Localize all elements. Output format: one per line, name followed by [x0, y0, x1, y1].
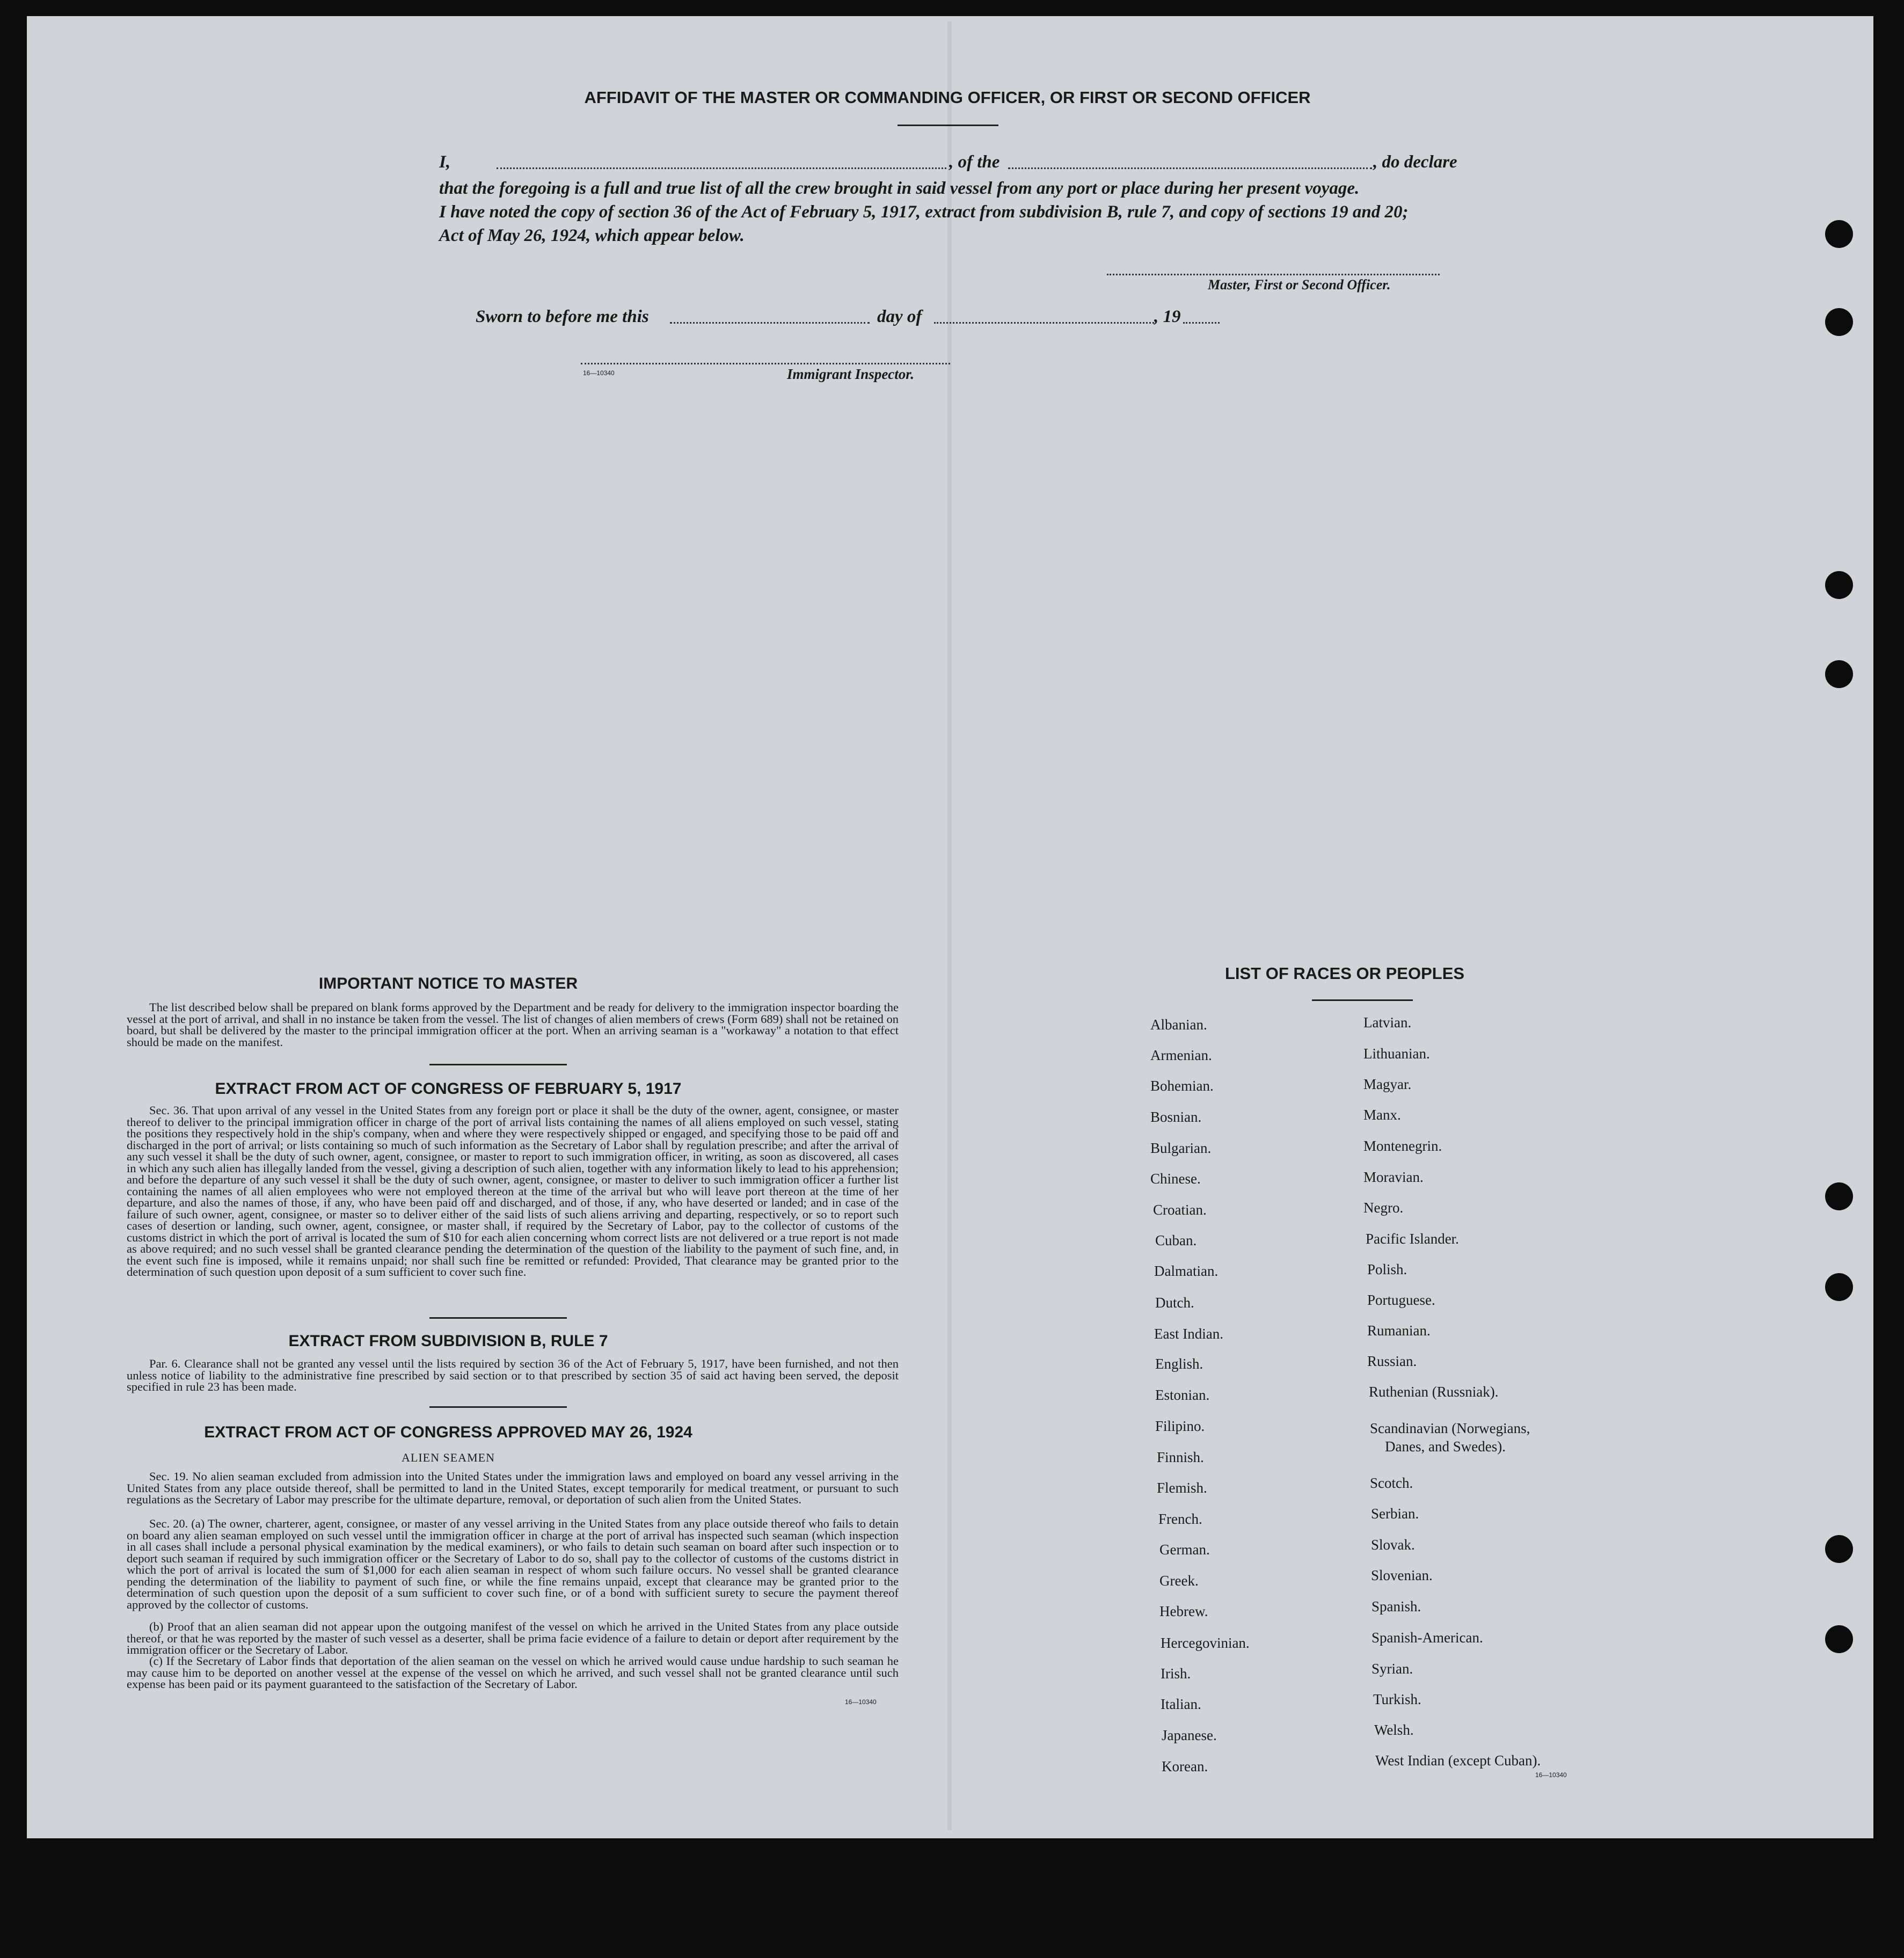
punch-hole [1825, 1535, 1853, 1563]
extract-1924-sec20b: (b) Proof that an alien seaman did not appear upon the outgoing manifest of the vessel on which he arrived in the United States from any place outside thereof, or that he was reported by the master of such vessel as a deserter, shall be prima facie evidence of a failure to detain or deport after requirement by the immigration officer or the Secretary of Labor. [127, 1620, 899, 1656]
race-item: Estonian. [1155, 1387, 1210, 1403]
form-number: 16—10340 [845, 1698, 877, 1706]
races-rule [1312, 999, 1413, 1001]
race-item: Ruthenian (Russniak). [1369, 1384, 1499, 1400]
races-title: LIST OF RACES OR PEOPLES [1224, 964, 1465, 983]
race-item: Serbian. [1371, 1506, 1419, 1522]
race-item: Albanian. [1150, 1017, 1207, 1033]
punch-hole [1825, 1273, 1853, 1301]
race-item: Hercegovinian. [1161, 1635, 1250, 1651]
race-item: Welsh. [1374, 1722, 1414, 1738]
race-item: Montenegrin. [1363, 1138, 1442, 1154]
race-item: Flemish. [1157, 1480, 1207, 1496]
race-item: Filipino. [1155, 1418, 1205, 1434]
declarant-name-field[interactable] [497, 167, 946, 169]
extract-1924-sec20c: (c) If the Secretary of Labor finds that deportation of the alien seaman on the vessel on which he arrived would cause undue hardship to such seaman he may cause him to be deported on another vessel at the expense of the vessel on which he arrived, and such vessel shall not be granted clearance until such expense has been paid or its payment guaranteed to the satisfaction of the Secretary of Labor. [127, 1654, 899, 1691]
punch-hole [1825, 220, 1853, 248]
race-item: Spanish. [1372, 1598, 1421, 1614]
extract-1924-sec19: Sec. 19. No alien seaman excluded from admission into the United States under the immigration laws and employed on board any vessel arriving in the United States from any place outside thereof, shall be permitted to land in the United States, except temporarily for medical treatment, or pursuant to such regulations as the Secretary of Labor may prescribe for the ultimate departure, removal, or deportation of such alien from the United States. [127, 1470, 899, 1506]
extract-1917-text: Sec. 36. That upon arrival of any vessel in the United States from any foreign port or place it shall be the duty of the owner, agent, consignee, or master thereof to deliver to the principal immigration officer in charge of the port of arrival lists containing the names of all aliens employed on such vessel, stating the positions they respectively hold in the ship's company, when and where they were respectively shipped or engaged, and specifying those to be paid off and discharged in the port of arrival; or lists containing so much of such information as the Secretary of Labor shall by regulation prescribe; and after the arrival of any such vessel it shall be the duty of such owner, agent, consignee, or master to report to such immigration officer, in writing, as soon as discovered, all cases in which any such alien has illegally landed from the vessel, giving a description of such alien, together with any information likely to lead to his apprehension; and before the departure of any such vessel it shall be the duty of such owner, agent, consignee, or master to deliver to such immigration officer a further list containing the names of all alien employees who were not employed thereon at the time of the arrival but who will leave port thereon at the time of her departure, and also the names of those, if any, who have been paid off and discharged, and of those, if any, who have deserted or landed; and in case of the failure of such owner, agent, consignee, or master so to deliver either of the said lists of such aliens arriving and departing, respectively, or so to report such cases of desertion or landing, such owner, agent, consignee, or master shall, if required by the Secretary of Labor, pay to the collector of customs of the customs district in which the port of arrival is located the sum of $10 for each alien concerning whom correct lists are not delivered or a true report is not made as above required; and no such vessel shall be granted clearance pending the determination of the question of the liability to the payment of such fine, and, in the event such fine is imposed, while it remains unpaid; nor shall such fine be remitted or refunded: Provided, That clearance may be granted prior to the determination of such question upon deposit of a sum sufficient to cover such fine. [127, 1104, 899, 1278]
race-item: Slovak. [1371, 1537, 1415, 1553]
race-item: Dalmatian. [1154, 1263, 1219, 1279]
page-fold [947, 21, 952, 1830]
inspector-signature-field[interactable] [581, 363, 950, 364]
form-number: 16—10340 [583, 369, 615, 377]
race-item: Russian. [1367, 1353, 1417, 1369]
declare-label: , do declare [1373, 152, 1457, 172]
of-the-label: , of the [949, 152, 1000, 172]
race-item: French. [1158, 1511, 1202, 1527]
race-item: Rumanian. [1367, 1323, 1431, 1339]
race-item: Croatian. [1153, 1202, 1207, 1218]
race-item: Irish. [1161, 1665, 1191, 1682]
race-item: Hebrew. [1159, 1603, 1208, 1619]
sworn-day-field[interactable] [670, 322, 870, 324]
day-of-label: day of [877, 307, 922, 326]
race-item: Portuguese. [1367, 1292, 1435, 1308]
form-number: 16—10340 [1535, 1771, 1567, 1779]
race-item: Danes, and Swedes). [1385, 1438, 1506, 1455]
race-item: Spanish-American. [1372, 1630, 1483, 1646]
race-item: Cuban. [1155, 1232, 1197, 1248]
declaration-line-2: that the foregoing is a full and true list of all the crew brought in said vessel from any port or place during her present voyage. [439, 179, 1360, 198]
title-rule [898, 125, 998, 126]
punch-hole [1825, 1625, 1853, 1653]
race-item: Bosnian. [1150, 1109, 1202, 1125]
punch-hole [1825, 571, 1853, 599]
race-item: Armenian. [1150, 1047, 1212, 1063]
sworn-year-field[interactable] [1183, 322, 1220, 324]
race-item: Chinese. [1150, 1171, 1201, 1187]
race-item: Scandinavian (Norwegians, [1370, 1420, 1530, 1436]
race-item: Turkish. [1373, 1691, 1421, 1707]
vessel-name-field[interactable] [1008, 167, 1372, 169]
sworn-month-field[interactable] [934, 322, 1154, 324]
race-item: East Indian. [1154, 1326, 1223, 1342]
extract-rule7-text: Par. 6. Clearance shall not be granted any vessel until the lists required by section 36 of the Act of February 5, 1917, have been furnished, and not then unless notice of liability to the administrative fine prescribed by said section or to that prescribed by section 35 of said act having been served, the deposit specified in rule 23 has been made. [127, 1357, 899, 1393]
notice-title: IMPORTANT NOTICE TO MASTER [318, 975, 578, 992]
extract-1924-sec20a: Sec. 20. (a) The owner, charterer, agent, consignee, or master of any vessel arriving in the United States from any place outside thereof who fails to detain on board any alien seaman employed on such vessel until the immigration officer in charge at the port of arrival has inspected such seaman (which inspection in all cases shall include a personal physical examination by the medical examiners), or who fails to detain such seaman on board after such inspection or to deport such seaman if required by such immigration officer or the Secretary of Labor to do so, shall pay to the collector of customs of the customs district in which the port of arrival is located the sum of $1,000 for each alien seaman in respect of whom such failure occurs. No vessel shall be granted clearance pending the determination of the liability to payment of such fine, or while the fine remains unpaid, except that clearance may be granted prior to the determination of such question upon the deposit of a sum sufficient to cover such fine, or of a bond with sufficient surety to secure the payment thereof approved by the collector of customs. [127, 1517, 899, 1611]
race-item: Lithuanian. [1363, 1046, 1430, 1062]
punch-hole [1825, 1182, 1853, 1210]
signature-field[interactable] [1107, 274, 1440, 275]
race-item: Negro. [1363, 1200, 1404, 1216]
year-label: , 19 [1154, 307, 1181, 326]
extract-1924-title: EXTRACT FROM ACT OF CONGRESS APPROVED MAY 26, 1924 [204, 1423, 692, 1441]
section-rule [429, 1064, 567, 1065]
punch-hole [1825, 660, 1853, 688]
race-item: Italian. [1161, 1696, 1201, 1712]
race-item: English. [1155, 1356, 1203, 1372]
inspector-caption: Immigrant Inspector. [787, 366, 915, 382]
race-item: Korean. [1162, 1758, 1208, 1774]
race-item: Slovenian. [1371, 1567, 1433, 1583]
race-item: Moravian. [1363, 1169, 1424, 1185]
declarant-prefix: I, [439, 152, 451, 172]
extract-1917-title: EXTRACT FROM ACT OF CONGRESS OF FEBRUARY 5, 1917 [215, 1080, 682, 1098]
extract-rule7-title: EXTRACT FROM SUBDIVISION B, RULE 7 [288, 1332, 608, 1350]
race-item: Polish. [1367, 1261, 1407, 1277]
race-item: German. [1159, 1541, 1210, 1558]
race-item: Pacific Islander. [1366, 1231, 1459, 1247]
declaration-line-3: I have noted the copy of section 36 of the Act of February 5, 1917, extract from subdivision B, rule 7, and copy of sections 19 and 20; [439, 202, 1409, 222]
race-item: Dutch. [1155, 1295, 1194, 1311]
race-item: Japanese. [1162, 1727, 1217, 1743]
signature-caption: Master, First or Second Officer. [1208, 277, 1391, 293]
affidavit-title: AFFIDAVIT OF THE MASTER OR COMMANDING OFFICER, OR FIRST OR SECOND OFFICER [584, 88, 1311, 107]
punch-hole [1825, 308, 1853, 336]
sworn-label: Sworn to before me this [476, 307, 649, 326]
notice-text: The list described below shall be prepared on blank forms approved by the Department and be ready for delivery to the immigration inspector boarding the vessel at the port of arrival, and shall in no instance be taken from the vessel. The list of changes of alien members of crews (Form 689) shall not be retained on board, but shall be delivered by the master to the principal immigration officer at the port. When an arriving seaman is a "workaway" a notation to that effect should be made on the manifest. [127, 1000, 899, 1049]
race-item: West Indian (except Cuban). [1375, 1752, 1541, 1769]
section-rule [429, 1406, 567, 1408]
race-item: Bohemian. [1150, 1078, 1214, 1094]
race-item: Latvian. [1363, 1014, 1412, 1031]
race-item: Syrian. [1372, 1661, 1413, 1677]
race-item: Greek. [1159, 1573, 1199, 1589]
extract-1924-subtitle: ALIEN SEAMEN [402, 1451, 495, 1464]
race-item: Bulgarian. [1150, 1140, 1212, 1156]
race-item: Manx. [1363, 1107, 1401, 1123]
race-item: Magyar. [1363, 1076, 1412, 1092]
race-item: Scotch. [1370, 1475, 1413, 1491]
race-item: Finnish. [1157, 1449, 1204, 1465]
declaration-line-4: Act of May 26, 1924, which appear below. [439, 226, 745, 245]
section-rule [429, 1317, 567, 1319]
